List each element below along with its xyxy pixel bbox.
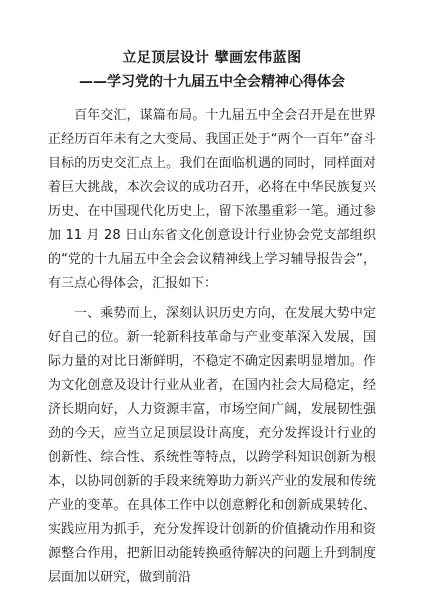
document-body [48, 104, 376, 590]
document-title: 立足顶层设计 擘画宏伟蓝图 [122, 50, 302, 66]
paragraph-intro: 百年交汇，谋篇布局。十九届五中全会召开是在世界正经历百年未有之大变局、我国正处于“两个一百年”奋斗目标的历史交汇点上。我们在面临机遇的同时，同样面对着巨大挑战，本次会议的成功召开，必将在中华民族复兴历史、在中国现代化历史上，留下浓墨重彩一笔。通过参加 11 月 28 日山东省文化创意设计行业协会党支部组织的“党的十九届五中全会会议精神线上学习辅导报告会”，有三点心得体会，汇报如下： [48, 108, 376, 291]
paragraph-point-one: 一、乘势而上，深刻认识历史方向，在发展大势中定好自己的位。新一轮新科技革命与产业变革深入发展，国际力量的对比日渐鲜明，不稳定不确定因素明显增加。作为文化创意及设计行业从业者，在国内社会大局稳定，经济长期向好，人力资源丰富，市场空间广阔，发展韧性强劲的今天，应当立足顶层设计高度，充分发挥设计行业的创新性、综合性、系统性等特点，以跨学科知识创新为根本，以协同创新的手段来统筹助力新兴产业的发展和传统产业的变革。在具体工作中以创意孵化和创新成果转化、实践应用为抓手，充分发挥设计创新的价值撬动作用和资源整合作用，把新旧动能转换亟待解决的问题上升到制度层面加以研究，做到前沿 [48, 306, 376, 585]
document-subtitle: ——学习党的十九届五中全会精神心得体会 [79, 74, 345, 90]
